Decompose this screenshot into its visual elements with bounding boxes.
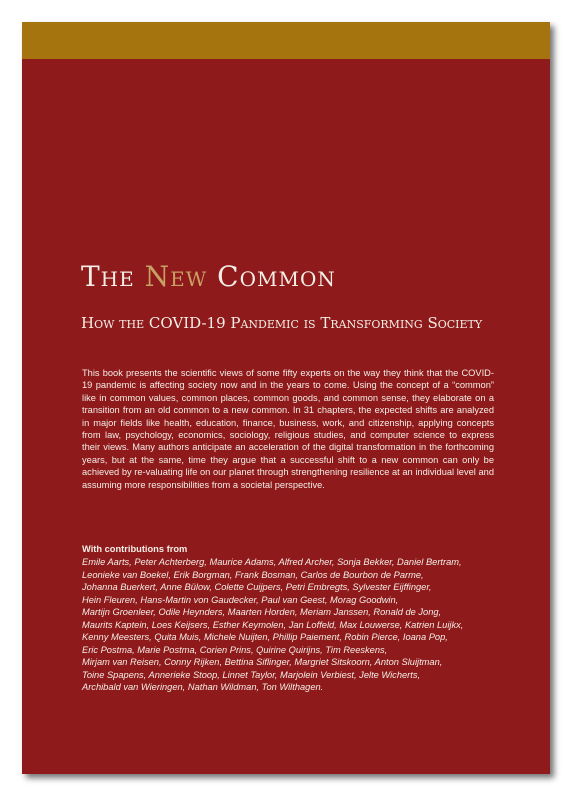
book-cover xyxy=(22,22,550,774)
contributors-line: Toine Spapens, Annerieke Stoop, Linnet Taylor, Marjolein Verbiest, Jelte Wicherts, xyxy=(82,669,421,680)
contributors-line: Mirjam van Reisen, Conny Rijken, Bettina Siflinger, Margriet Sitskoorn, Anton Sluijtman, xyxy=(82,657,443,668)
title-part-the: The xyxy=(81,260,145,293)
contributions-heading: With contributions from xyxy=(82,544,188,554)
book-title xyxy=(81,260,521,293)
contributors-line: Kenny Meesters, Quita Muis, Michele Nuijten, Phillip Paiement, Robin Pierce, Ioana Pop, xyxy=(82,632,448,643)
title-part-new: New xyxy=(144,260,208,293)
title-part-common: Common xyxy=(207,260,336,293)
contributors-line: Johanna Buerkert, Anne Bülow, Colette Cuijpers, Petri Embregts, Sylvester Eijffinger, xyxy=(82,582,432,593)
contributors-line: Eric Postma, Marie Postma, Corien Prins, Quirine Quirijns, Tim Reeskens, xyxy=(82,644,388,655)
contributors-line: Martijn Groenleer, Odile Heynders, Maarten Horden, Meriam Janssen, Ronald de Jong, xyxy=(82,607,442,618)
book-description: This book presents the scientific views of some fifty experts on the way they think that the COVID-19 pandemic is affecting society now and in the years to come. Using the concept of a “common” like in common values, common places, common goods, and common sense, they elaborate on a transition from an old common to a new common. In 31 chapters, the expected shifts are analyzed in major fields like health, education, finance, business, work, and citizenship, applying concepts from law, psychology, economics, sociology, religious studies, and computer science to express their views. Many authors anticipate an acceleration of the digital transformation in the forthcoming years, but at the same, time they argue that a successful shift to a new common can only be achieved by re-valuating life on our planet through strengthening resilience at an individual level and assuming more responsibilities from a societal perspective. xyxy=(82,368,494,490)
contributors-line: Leonieke van Boekel, Erik Borgman, Frank Bosman, Carlos de Bourbon de Parme, xyxy=(82,569,424,580)
gold-top-band xyxy=(22,22,550,59)
contributors-list xyxy=(82,556,502,694)
contributors-line: Hein Fleuren, Hans-Martin von Gaudecker, Paul van Geest, Morag Goodwin, xyxy=(82,594,399,605)
book-subtitle: How the COVID-19 Pandemic is Transforming Society xyxy=(81,314,483,332)
contributors-line: Archibald van Wieringen, Nathan Wildman, Ton Wilthagen. xyxy=(82,682,324,693)
contributors-line: Maurits Kaptein, Loes Keijsers, Esther Keymolen, Jan Loffeld, Max Louwerse, Katrien Luijkx, xyxy=(82,619,464,630)
contributors-line: Emile Aarts, Peter Achterberg, Maurice Adams, Alfred Archer, Sonja Bekker, Daniel Bertram, xyxy=(82,557,462,567)
